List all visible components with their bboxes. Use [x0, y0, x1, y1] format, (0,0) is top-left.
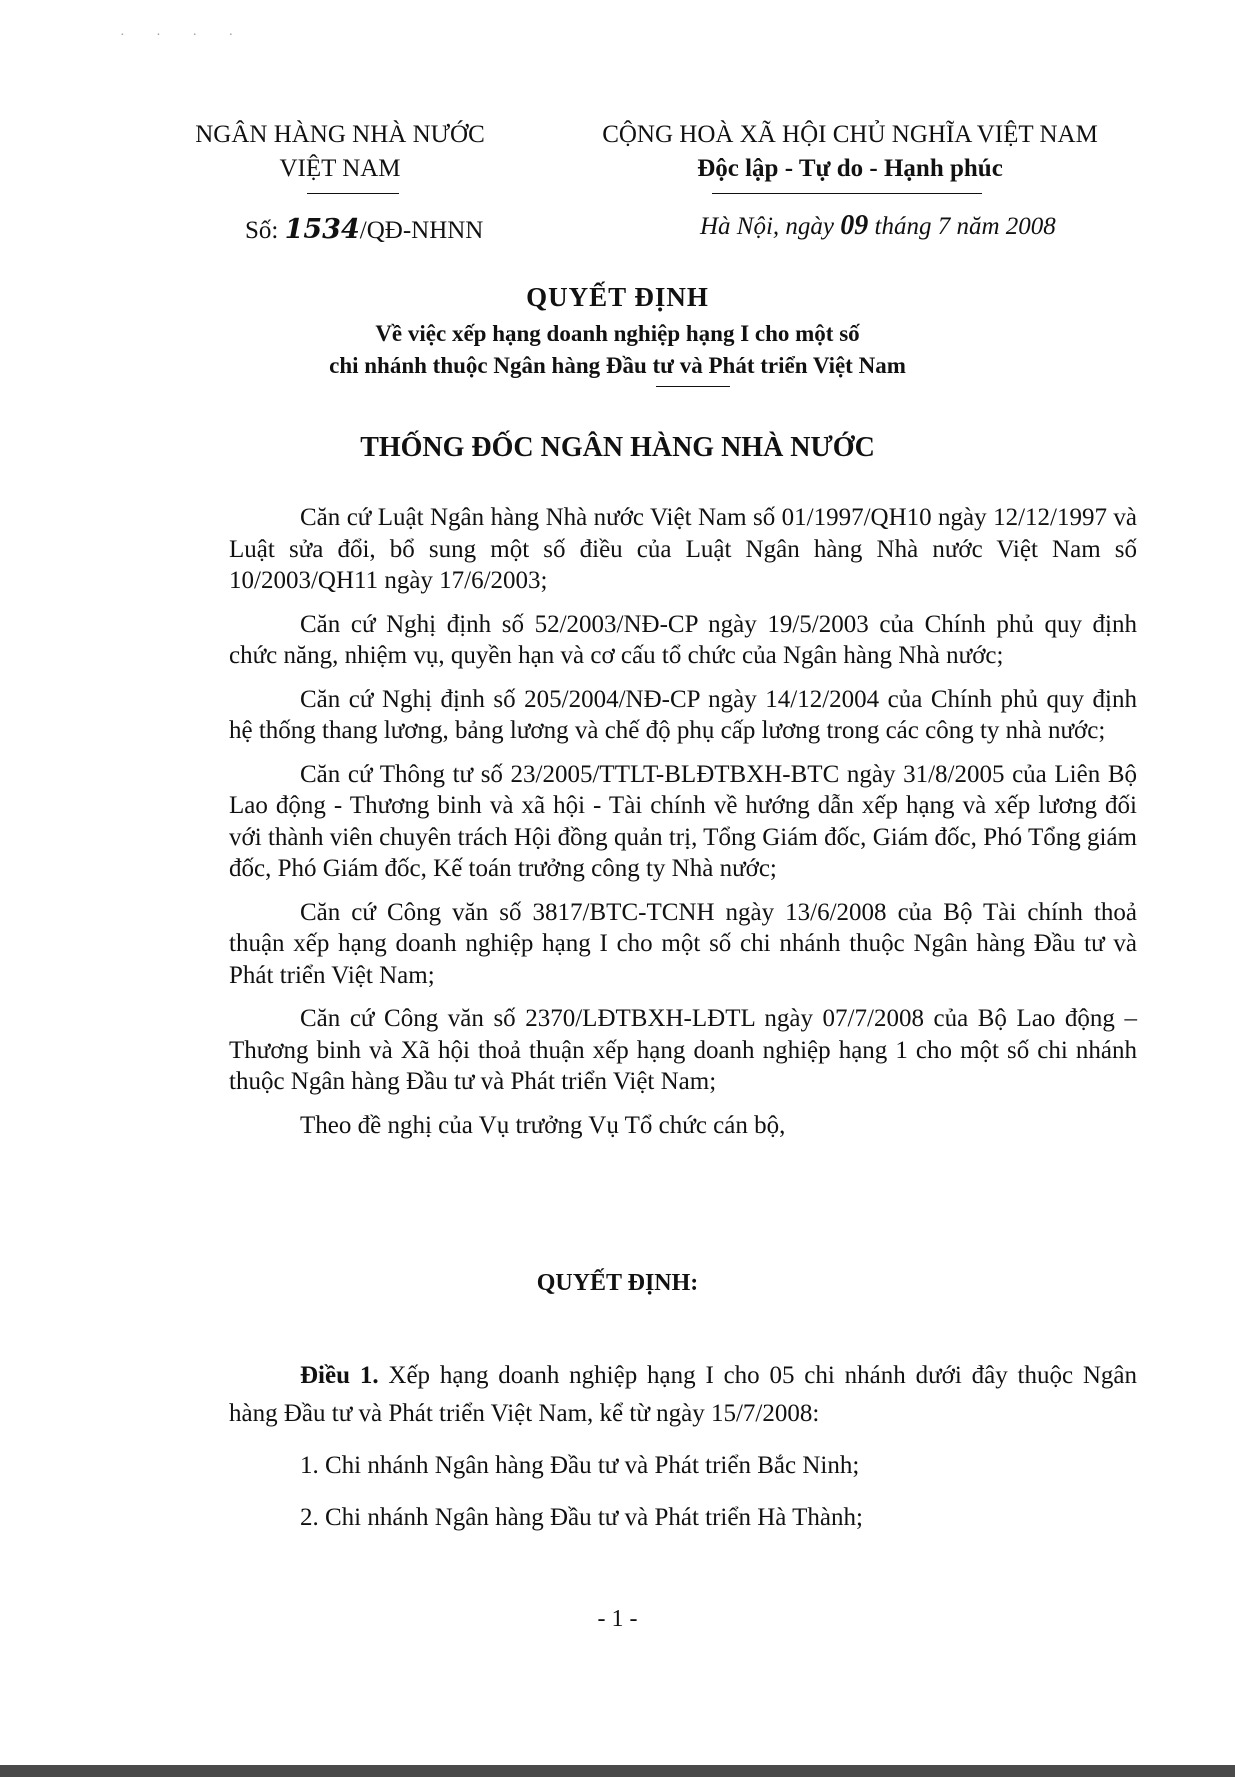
- article-1-label: Điều 1.: [300, 1362, 379, 1389]
- preamble-paragraph: Căn cứ Luật Ngân hàng Nhà nước Việt Nam số 01/1997/QH10 ngày 12/12/1997 và Luật sửa đổi, bổ sung một số điều của Luật Ngân hàng Nhà nước Việt Nam số 10/2003/QH11 ngày 17/6/2003;: [229, 504, 1137, 594]
- country-name: CỘNG HOÀ XÃ HỘI CHỦ NGHĨA VIỆT NAM: [602, 121, 1098, 148]
- date-day-handwritten: 09: [840, 210, 869, 241]
- date-suffix: tháng 7 năm 2008: [868, 213, 1056, 240]
- issue-date: [700, 210, 1056, 243]
- article-1-item: 2. Chi nhánh Ngân hàng Đầu tư và Phát triển Hà Thành;: [300, 1504, 863, 1531]
- motto-underline: [712, 193, 982, 194]
- title-underline: [656, 386, 730, 387]
- preamble-paragraph: Căn cứ Công văn số 2370/LĐTBXH-LĐTL ngày 07/7/2008 của Bộ Lao động – Thương binh và Xã hội thoả thuận xếp hạng doanh nghiệp hạng 1 cho một số chi nhánh thuộc Ngân hàng Đầu tư và Phát triển Việt Nam;: [229, 1005, 1137, 1095]
- article-1: [229, 1357, 1137, 1551]
- preamble-paragraph: Căn cứ Công văn số 3817/BTC-TCNH ngày 13/6/2008 của Bộ Tài chính thoả thuận xếp hạng doanh nghiệp hạng I cho một số chi nhánh thuộc Ngân hàng Đầu tư và Phát triển Việt Nam;: [229, 898, 1137, 989]
- page-number: - 1 -: [597, 1606, 638, 1632]
- date-prefix: Hà Nội, ngày: [700, 213, 841, 240]
- subject-line1: Về việc xếp hạng doanh nghiệp hạng I cho một số: [375, 321, 860, 346]
- agency-name-line2: VIỆT NAM: [279, 155, 401, 182]
- document-number-handwritten: 1534: [284, 214, 360, 245]
- article-1-intro: [229, 1357, 1137, 1433]
- document-number-suffix: /QĐ-NHNN: [359, 217, 484, 244]
- scan-bottom-edge: [0, 1765, 1235, 1777]
- article-1-item: 1. Chi nhánh Ngân hàng Đầu tư và Phát triển Bắc Ninh;: [300, 1452, 860, 1479]
- article-1-text: Xếp hạng doanh nghiệp hạng I cho 05 chi nhánh dưới đây thuộc Ngân hàng Đầu tư và Phát triển Việt Nam, kể từ ngày 15/7/2008:: [229, 1362, 1138, 1427]
- preamble-paragraph: Căn cứ Thông tư số 23/2005/TTLT-BLĐTBXH-BTC ngày 31/8/2005 của Liên Bộ Lao động - Thương binh và xã hội - Tài chính về hướng dẫn xếp hạng và xếp lương đối với thành viên chuyên trách Hội đồng quản trị, Tổng Giám đốc, Giám đốc, Phó Tổng giám đốc, Phó Giám đốc, Kế toán trưởng công ty Nhà nước;: [229, 760, 1137, 882]
- preamble-paragraph: Căn cứ Nghị định số 205/2004/NĐ-CP ngày 14/12/2004 của Chính phủ quy định hệ thống thang lương, bảng lương và chế độ phụ cấp lương trong các công ty nhà nước;: [229, 685, 1137, 744]
- preamble: [229, 502, 1137, 1153]
- agency-name-line1: NGÂN HÀNG NHÀ NƯỚC: [195, 121, 485, 148]
- national-header: [580, 118, 1120, 186]
- national-motto: Độc lập - Tự do - Hạnh phúc: [697, 155, 1003, 182]
- document-subject: [0, 318, 1235, 382]
- decision-heading: QUYẾT ĐỊNH:: [536, 1270, 699, 1296]
- issuer-title: THỐNG ĐỐC NGÂN HÀNG NHÀ NƯỚC: [360, 432, 875, 463]
- agency-header: [180, 118, 500, 186]
- document-title: QUYẾT ĐỊNH: [526, 282, 709, 312]
- document-number: [245, 214, 483, 247]
- preamble-paragraph: Căn cứ Nghị định số 52/2003/NĐ-CP ngày 19/5/2003 của Chính phủ quy định chức năng, nhiệm vụ, quyền hạn và cơ cấu tổ chức của Ngân hàng Nhà nước;: [229, 610, 1137, 669]
- preamble-paragraph: Theo đề nghị của Vụ trưởng Vụ Tổ chức cán bộ,: [300, 1111, 786, 1139]
- subject-line2: chi nhánh thuộc Ngân hàng Đầu tư và Phát triển Việt Nam: [329, 353, 906, 378]
- scan-speckles: · · · ·: [120, 28, 248, 43]
- document-number-prefix: Số:: [245, 217, 285, 244]
- agency-underline: [307, 193, 399, 194]
